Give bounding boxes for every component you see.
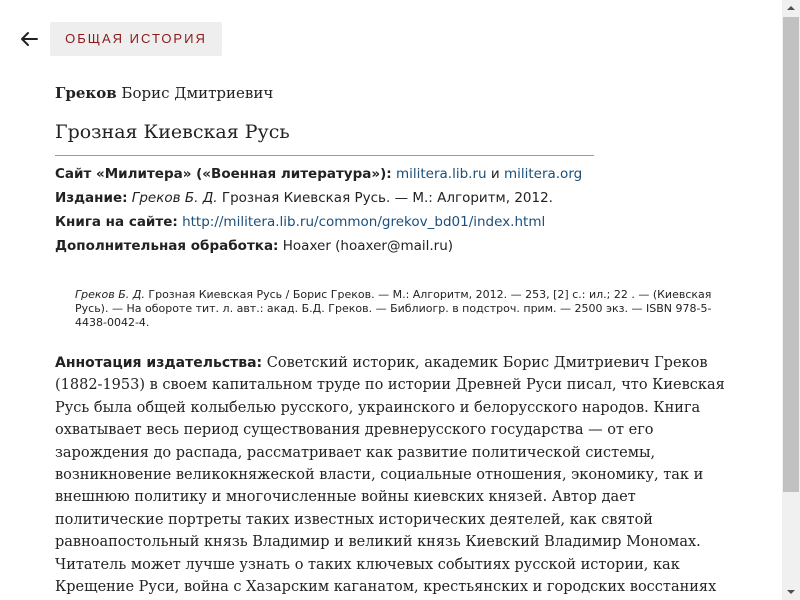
bib-details: / Борис Греков. — М.: Алгоритм, 2012. — 253, [2] с.: ил.; 22 . — (Киевская Русь). — На обороте тит. л. авт.: акад. Б.Д. Греков. — Библиогр. в подстроч. прим. — 2500 экз. — ISBN 978-5-4438-0042-4. (75, 288, 712, 329)
processing-value: Hoaxer (hoaxer@mail.ru) (282, 238, 454, 254)
bib-author: Греков Б. Д. (75, 288, 145, 301)
bibliographic-record (75, 288, 735, 330)
scroll-down-icon[interactable] (782, 583, 800, 600)
scroll-up-icon[interactable] (782, 0, 800, 17)
site-label: Сайт «Милитера» («Военная литература»): (55, 166, 392, 182)
site-link-militera-lib[interactable]: militera.lib.ru (395, 166, 487, 182)
meta-book-on-site (55, 214, 545, 230)
meta-processing (55, 238, 453, 254)
edition-label: Издание: (55, 190, 128, 206)
book-title: Грозная Киевская Русь (55, 121, 290, 143)
book-author (55, 84, 273, 102)
meta-site (55, 166, 582, 182)
bib-title: Грозная Киевская Русь (148, 288, 283, 301)
annotation-text: Советский историк, академик Борис Дмитриевич Греков (1882-1953) в своем капитальном труде по истории Древней Руси писал, что Киевская Русь была общей колыбелью русского, украинского и белорусского народов. Книга охватывает весь период существования древнерусского государства — от его зарождения до распада, рассматривает как развитие политической системы, возникновение великокняжеской власти, социальные отношения, экономику, так и внешнюю политику и многочисленные войны киевских князей. Автор дает политические портреты таких известных исторических деятелей, как святой равноапостольный князь Владимир и великий князь Киевский Владимир Мономах. Читатель может лучше узнать о таких ключевых событиях русской истории, как Крещение Руси, война с Хазарским каганатом, крестьянских и городских восстаниях (55, 355, 725, 596)
vertical-scrollbar[interactable] (782, 0, 800, 600)
annotation (55, 352, 725, 598)
annotation-label: Аннотация издательства: (55, 355, 263, 371)
site-and: и (490, 166, 500, 182)
book-on-site-label: Книга на сайте: (55, 214, 178, 230)
site-link-militera-org[interactable]: militera.org (503, 166, 583, 182)
edition-author: Греков Б. Д. (131, 190, 218, 206)
author-last-name: Греков (55, 84, 117, 102)
edition-text: Грозная Киевская Русь. — М.: Алгоритм, 2012. (221, 190, 553, 206)
title-divider (55, 155, 594, 156)
scrollbar-thumb[interactable] (783, 17, 799, 492)
category-button[interactable]: ОБЩАЯ ИСТОРИЯ (50, 22, 222, 56)
book-on-site-link[interactable]: http://militera.lib.ru/common/grekov_bd01/index.html (182, 214, 546, 230)
back-arrow-icon[interactable] (18, 28, 40, 50)
processing-label: Дополнительная обработка: (55, 238, 279, 254)
meta-edition (55, 190, 553, 206)
author-first-names: Борис Дмитриевич (116, 84, 274, 102)
